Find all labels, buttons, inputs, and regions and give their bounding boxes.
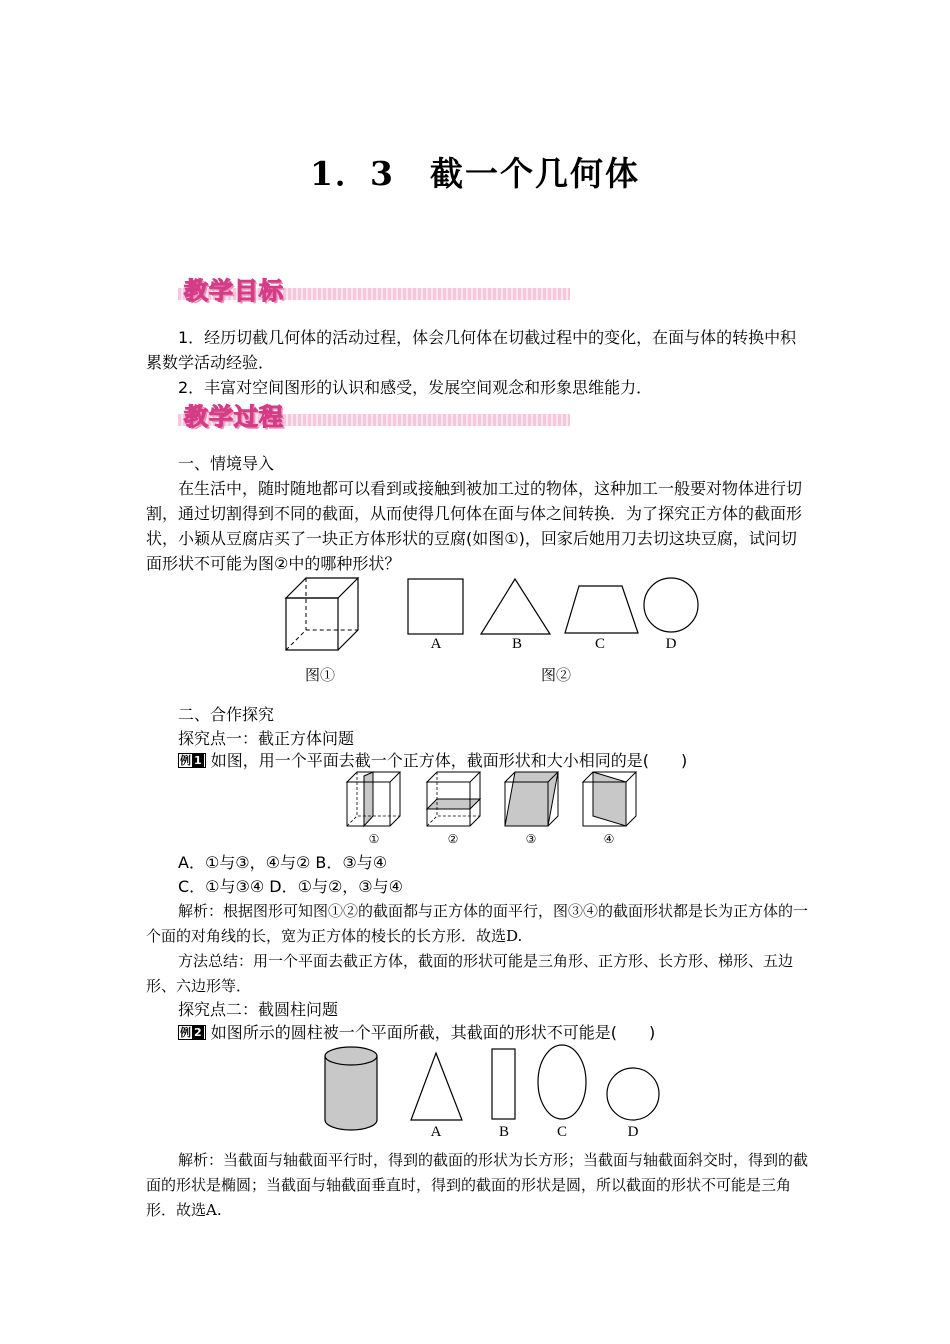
shape-label-c: C — [594, 636, 605, 652]
trapezoid-shape — [564, 585, 640, 635]
cube-label-3: ③ — [525, 832, 537, 846]
fig1-caption: 图① — [304, 668, 335, 684]
banner-label: 教学目标 — [184, 277, 284, 305]
goal-1: 1．经历切截几何体的活动过程，体会几何体在切截过程中的变化，在面与体的转换中积累数学活动经验． — [146, 328, 797, 372]
explore-point1: 探究点一：截正方体问题 — [178, 729, 355, 748]
page-title: 1．3 截一个几何体 — [310, 154, 640, 193]
example1-question-line — [178, 748, 818, 773]
intro-heading: 一、情境导入 — [178, 454, 275, 473]
triangle-shape — [480, 578, 552, 636]
example1-question: 如图，用一个平面去截一个正方体，截面形状和大小相同的是( ) — [210, 751, 688, 770]
square-shape — [407, 578, 465, 636]
example1-options-cd: C．①与③④ D．①与②，③与④ — [178, 877, 403, 896]
option-label-b: B — [498, 1124, 509, 1140]
ellipse-option — [537, 1044, 589, 1122]
cylinder-figure — [324, 1046, 378, 1132]
explore-heading: 二、合作探究 — [178, 705, 275, 724]
cut-cube-3 — [504, 772, 560, 828]
example-badge: 例 1 — [178, 753, 206, 768]
goal-2: 2．丰富对空间图形的认识和感受，发展空间观念和形象思维能力． — [178, 378, 653, 397]
cut-cube-2 — [426, 772, 482, 828]
cube-label-1: ① — [368, 832, 380, 846]
example2-question: 如图所示的圆柱被一个平面所截，其截面的形状不可能是( ) — [210, 1023, 656, 1042]
circle-shape — [642, 576, 700, 634]
option-label-c: C — [556, 1124, 567, 1140]
option-label-d: D — [627, 1124, 639, 1140]
example1-options-ab: A．①与③，④与② B．③与④ — [178, 853, 388, 872]
method-summary: 方法总结：用一个平面去截正方体，截面的形状可能是三角形、正方形、长方形、梯形、五边形、六边形等． — [146, 952, 794, 995]
example1-analysis: 解析：根据图形可知图①②的截面都与正方体的面平行，图③④的截面形状都是长为正方体的一个面的对角线的长，宽为正方体的棱长的长方形．故选D. — [146, 902, 809, 945]
intro-text: 在生活中，随时随地都可以看到或接触到被加工过的物体，这种加工一般要对物体进行切割，通过切割得到不同的截面，从而使得几何体在面与体之间转换．为了探究正方体的截面形状，小颖从豆腐店买了一块正方体形状的豆腐(如图①)，回家后她用刀去切这块豆腐，试问切面形状不可能为图②中的哪种形状？ — [146, 479, 803, 573]
section-banner-goals — [178, 273, 570, 307]
triangle-option — [410, 1052, 464, 1122]
cut-cube-1 — [346, 772, 402, 828]
rectangle-option — [491, 1048, 517, 1122]
circle-option — [605, 1066, 661, 1122]
option-label-a: A — [430, 1124, 442, 1140]
explore-point2: 探究点二：截圆柱问题 — [178, 1000, 339, 1019]
cut-cube-4 — [582, 772, 638, 828]
example2-analysis: 解析：当截面与轴截面平行时，得到的截面的形状为长方形；当截面与轴截面斜交时，得到的截面的形状是椭圆；当截面与轴截面垂直时，得到的截面的形状是圆，所以截面的形状不可能是三角形．故选A. — [146, 1151, 809, 1219]
section-banner-process — [178, 399, 570, 433]
cube-label-4: ④ — [603, 832, 615, 846]
cube-label-2: ② — [447, 832, 459, 846]
cube-figure — [284, 576, 364, 656]
banner-label: 教学过程 — [184, 403, 284, 431]
shape-label-b: B — [511, 636, 522, 652]
example2-question-line — [178, 1020, 818, 1045]
example-badge: 例 2 — [178, 1025, 206, 1040]
shape-label-a: A — [430, 636, 442, 652]
fig2-caption: 图② — [540, 668, 571, 684]
shape-label-d: D — [665, 636, 677, 652]
